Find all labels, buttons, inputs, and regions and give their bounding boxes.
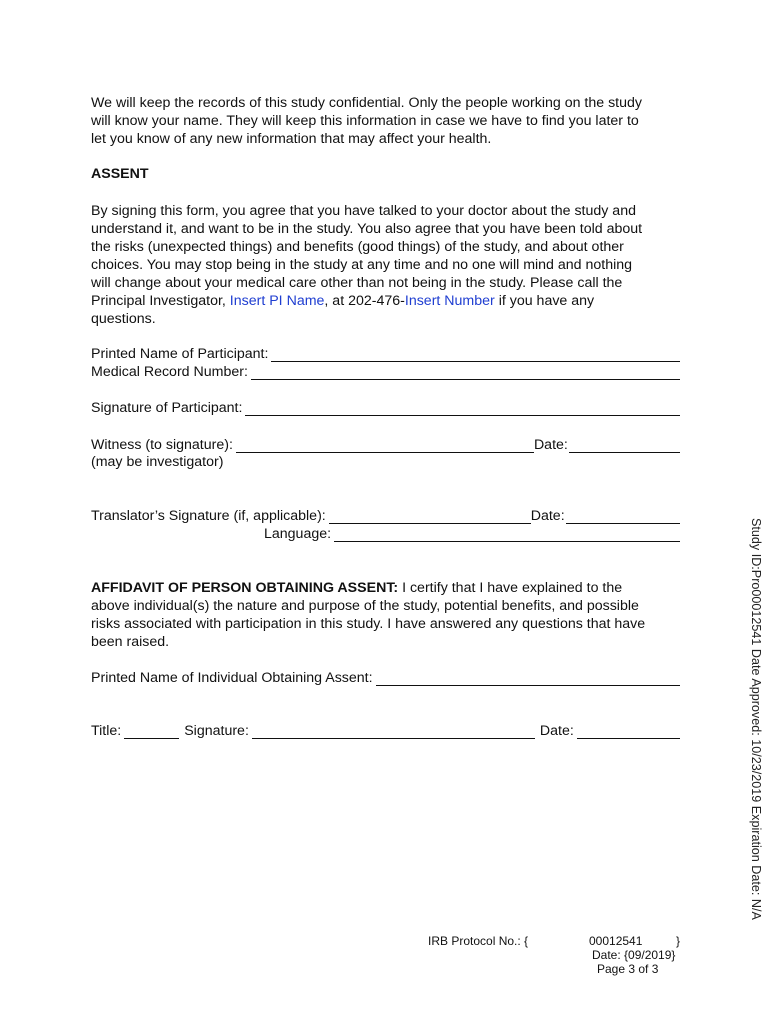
title-label: Title: <box>91 723 122 739</box>
irb-protocol-number: 00012541 <box>589 934 643 948</box>
affidavit-line <box>91 579 680 597</box>
assent-text: Principal Investigator, <box>91 293 230 309</box>
pi-name-placeholder: Insert PI Name <box>229 293 325 309</box>
language-line[interactable] <box>334 526 680 542</box>
mrn-line[interactable] <box>251 364 680 380</box>
assent-line: will change about your medical care other than not being in the study. Please call the <box>91 275 623 291</box>
translator-field <box>91 506 680 524</box>
assent-line: choices. You may stop being in the study at any time and no one will mind and nothing <box>91 257 633 273</box>
witness-signature-line[interactable] <box>236 437 534 453</box>
assent-line: understand it, and want to be in the study. You also agree that you have been told about <box>91 221 643 237</box>
participant-signature-line[interactable] <box>245 400 680 416</box>
intro-line: let you know of any new information that may affect your health. <box>91 131 492 147</box>
approval-stamp: Study ID:Pro00012541 Date Approved: 10/23/2019 Expiration Date: N/A <box>749 518 763 920</box>
obtaining-signature-line[interactable] <box>252 723 535 739</box>
translator-date-line[interactable] <box>566 508 680 524</box>
phone-number-placeholder: Insert Number <box>404 293 495 309</box>
intro-paragraph <box>91 94 680 148</box>
affidavit-paragraph <box>91 579 680 651</box>
participant-signature-label: Signature of Participant: <box>91 400 243 416</box>
assent-line <box>91 292 680 310</box>
printed-name-field <box>91 344 680 362</box>
obtaining-signature-label: Signature: <box>184 723 249 739</box>
obtaining-name-field <box>91 668 680 686</box>
mrn-field <box>91 362 680 380</box>
witness-date-line[interactable] <box>569 437 680 453</box>
obtaining-name-line[interactable] <box>376 670 680 686</box>
affidavit-line: above individual(s) the nature and purpose of the study, potential benefits, and possible <box>91 598 639 614</box>
intro-line: We will keep the records of this study confidential. Only the people working on the study <box>91 95 642 111</box>
language-field <box>264 524 680 542</box>
page-number: Page 3 of 3 <box>597 962 659 976</box>
assent-line: By signing this form, you agree that you have talked to your doctor about the study and <box>91 203 636 219</box>
participant-signature-field <box>91 398 680 416</box>
obtaining-name-label: Printed Name of Individual Obtaining Assent: <box>91 670 373 686</box>
obtaining-date-line[interactable] <box>577 723 680 739</box>
witness-note: (may be investigator) <box>91 454 224 470</box>
affidavit-line: been raised. <box>91 634 170 650</box>
affidavit-heading: AFFIDAVIT OF PERSON OBTAINING ASSENT: <box>91 580 399 596</box>
witness-field <box>91 435 680 453</box>
affidavit-line: risks associated with participation in this study. I have answered any questions that have <box>91 616 646 632</box>
intro-line: will know your name. They will keep this information in case we have to find you later to <box>91 113 639 129</box>
obtaining-date-label: Date: <box>539 723 574 739</box>
assent-text: if you have any <box>494 293 595 309</box>
printed-name-line[interactable] <box>271 346 680 362</box>
mrn-label: Medical Record Number: <box>91 364 248 380</box>
assent-paragraph <box>91 202 680 328</box>
witness-label: Witness (to signature): <box>91 437 233 453</box>
translator-signature-line[interactable] <box>329 508 531 524</box>
footer-date: Date: {09/2019} <box>592 948 676 962</box>
irb-protocol-label: IRB Protocol No.: { <box>428 934 529 948</box>
witness-date-label: Date: <box>533 437 568 453</box>
assent-heading: ASSENT <box>91 166 149 182</box>
title-signature-field <box>91 721 680 739</box>
assent-line: the risks (unexpected things) and benefits (good things) of the study, and about other <box>91 239 624 255</box>
affidavit-text: I certify that I have explained to the <box>398 580 623 596</box>
irb-protocol-close: } <box>676 934 681 948</box>
language-label: Language: <box>264 526 332 542</box>
title-line[interactable] <box>124 723 179 739</box>
printed-name-label: Printed Name of Participant: <box>91 346 269 362</box>
translator-label: Translator’s Signature (if, applicable): <box>91 508 326 524</box>
assent-text: , at 202-476- <box>324 293 405 309</box>
assent-line: questions. <box>91 311 156 327</box>
translator-date-label: Date: <box>530 508 565 524</box>
